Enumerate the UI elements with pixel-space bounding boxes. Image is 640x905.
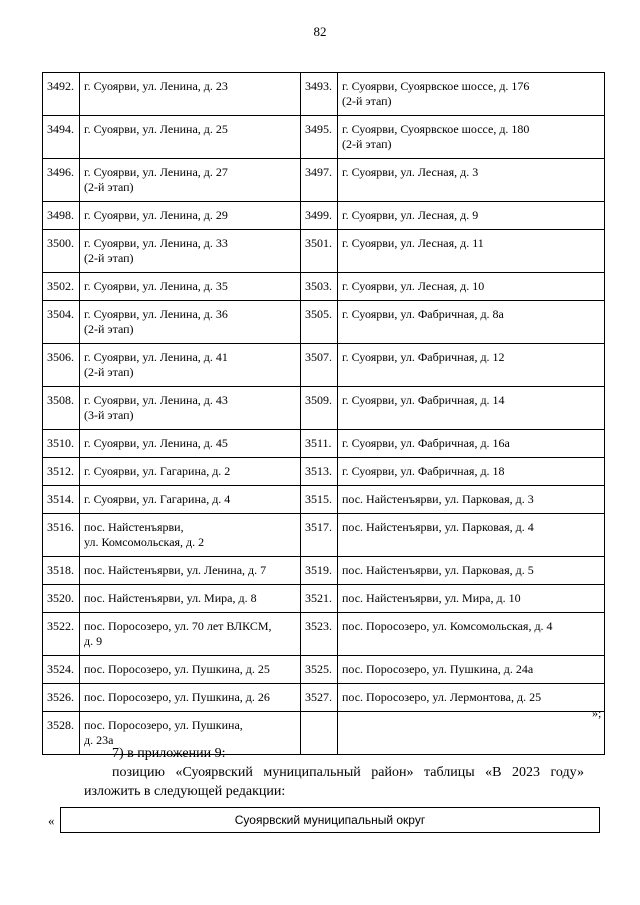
table-row <box>43 202 605 230</box>
entry-address: пос. Поросозеро, ул. Пушкина, д. 24а <box>338 656 605 684</box>
address-table <box>42 72 605 755</box>
entry-address: пос. Поросозеро, ул. Лермонтова, д. 25 <box>338 684 605 712</box>
entry-number: 3513. <box>301 458 338 486</box>
entry-number: 3500. <box>43 230 80 273</box>
entry-address: г. Суоярви, ул. Фабричная, д. 14 <box>338 387 605 430</box>
entry-address: пос. Поросозеро, ул. 70 лет ВЛКСМ, д. 9 <box>80 613 301 656</box>
entry-address: пос. Найстенъярви, ул. Комсомольская, д. 2 <box>80 514 301 557</box>
heading-box-text: Суоярвский муниципальный округ <box>234 813 426 827</box>
entry-address: г. Суоярви, ул. Фабричная, д. 12 <box>338 344 605 387</box>
entry-number: 3524. <box>43 656 80 684</box>
entry-address <box>338 712 605 755</box>
entry-number: 3497. <box>301 159 338 202</box>
entry-address: пос. Найстенъярви, ул. Парковая, д. 5 <box>338 557 605 585</box>
entry-address: пос. Поросозеро, ул. Пушкина, д. 25 <box>80 656 301 684</box>
table-row <box>43 514 605 557</box>
entry-number: 3495. <box>301 116 338 159</box>
entry-number: 3512. <box>43 458 80 486</box>
entry-address: пос. Найстенъярви, ул. Парковая, д. 4 <box>338 514 605 557</box>
table-row <box>43 613 605 656</box>
entry-address: г. Суоярви, ул. Ленина, д. 29 <box>80 202 301 230</box>
table-row <box>43 430 605 458</box>
entry-address: пос. Поросозеро, ул. Пушкина, д. 26 <box>80 684 301 712</box>
entry-number: 3503. <box>301 273 338 301</box>
table-row <box>43 273 605 301</box>
table-row <box>43 230 605 273</box>
entry-address: г. Суоярви, ул. Гагарина, д. 4 <box>80 486 301 514</box>
table-row <box>43 486 605 514</box>
entry-number: 3515. <box>301 486 338 514</box>
entry-address: г. Суоярви, ул. Лесная, д. 3 <box>338 159 605 202</box>
entry-address: пос. Найстенъярви, ул. Ленина, д. 7 <box>80 557 301 585</box>
entry-number: 3522. <box>43 613 80 656</box>
entry-number: 3520. <box>43 585 80 613</box>
table-row <box>43 116 605 159</box>
entry-number: 3523. <box>301 613 338 656</box>
entry-number: 3514. <box>43 486 80 514</box>
entry-number: 3505. <box>301 301 338 344</box>
table-row <box>43 656 605 684</box>
entry-address: пос. Поросозеро, ул. Комсомольская, д. 4 <box>338 613 605 656</box>
page-number: 82 <box>313 24 327 39</box>
entry-address: г. Суоярви, ул. Ленина, д. 43 (3-й этап) <box>80 387 301 430</box>
entry-address: г. Суоярви, ул. Гагарина, д. 2 <box>80 458 301 486</box>
entry-number: 3501. <box>301 230 338 273</box>
entry-address: г. Суоярви, ул. Ленина, д. 45 <box>80 430 301 458</box>
entry-number: 3506. <box>43 344 80 387</box>
entry-address: г. Суоярви, ул. Ленина, д. 25 <box>80 116 301 159</box>
entry-address: г. Суоярви, ул. Лесная, д. 11 <box>338 230 605 273</box>
table-row <box>43 557 605 585</box>
paragraph-item-7: 7) в приложении 9: <box>112 746 226 761</box>
entry-address: г. Суоярви, ул. Ленина, д. 27 (2-й этап) <box>80 159 301 202</box>
entry-address: г. Суоярви, ул. Фабричная, д. 16а <box>338 430 605 458</box>
entry-number: 3521. <box>301 585 338 613</box>
table-row <box>43 159 605 202</box>
entry-number: 3496. <box>43 159 80 202</box>
entry-address: г. Суоярви, ул. Ленина, д. 36 (2-й этап) <box>80 301 301 344</box>
entry-number: 3516. <box>43 514 80 557</box>
entry-number: 3526. <box>43 684 80 712</box>
entry-number: 3504. <box>43 301 80 344</box>
entry-number: 3502. <box>43 273 80 301</box>
entry-address: пос. Найстенъярви, ул. Мира, д. 10 <box>338 585 605 613</box>
entry-address: пос. Найстенъярви, ул. Мира, д. 8 <box>80 585 301 613</box>
entry-number: 3527. <box>301 684 338 712</box>
entry-number: 3498. <box>43 202 80 230</box>
entry-address: г. Суоярви, ул. Фабричная, д. 18 <box>338 458 605 486</box>
entry-address: г. Суоярви, ул. Ленина, д. 41 (2-й этап) <box>80 344 301 387</box>
entry-number: 3499. <box>301 202 338 230</box>
entry-number: 3508. <box>43 387 80 430</box>
table-row <box>43 458 605 486</box>
open-quote: « <box>48 813 55 828</box>
table-row <box>43 301 605 344</box>
table-row <box>43 73 605 116</box>
entry-number: 3492. <box>43 73 80 116</box>
entry-address: г. Суоярви, ул. Ленина, д. 33 (2-й этап) <box>80 230 301 273</box>
paragraph-instruction: позицию «Суоярвский муниципальный район» таблицы «В 2023 году» изложить в следующей редакции: <box>84 765 584 799</box>
entry-number: 3493. <box>301 73 338 116</box>
entry-address: пос. Найстенъярви, ул. Парковая, д. 3 <box>338 486 605 514</box>
entry-number: 3509. <box>301 387 338 430</box>
entry-number <box>301 712 338 755</box>
entry-address: г. Суоярви, Суоярвское шоссе, д. 180 (2-й этап) <box>338 116 605 159</box>
entry-number: 3507. <box>301 344 338 387</box>
table-row <box>43 344 605 387</box>
table-row <box>43 684 605 712</box>
entry-number: 3525. <box>301 656 338 684</box>
entry-address: г. Суоярви, ул. Фабричная, д. 8а <box>338 301 605 344</box>
entry-number: 3511. <box>301 430 338 458</box>
table-row <box>43 585 605 613</box>
entry-number: 3517. <box>301 514 338 557</box>
heading-box <box>60 807 600 833</box>
table-row <box>43 387 605 430</box>
entry-number: 3494. <box>43 116 80 159</box>
entry-address: г. Суоярви, Суоярвское шоссе, д. 176 (2-й этап) <box>338 73 605 116</box>
entry-address: г. Суоярви, ул. Ленина, д. 35 <box>80 273 301 301</box>
entry-address: пос. Поросозеро, ул. Пушкина, д. 23а <box>80 712 301 755</box>
entry-number: 3510. <box>43 430 80 458</box>
entry-address: г. Суоярви, ул. Лесная, д. 10 <box>338 273 605 301</box>
entry-address: г. Суоярви, ул. Ленина, д. 23 <box>80 73 301 116</box>
entry-number: 3528. <box>43 712 80 755</box>
entry-address: г. Суоярви, ул. Лесная, д. 9 <box>338 202 605 230</box>
entry-number: 3518. <box>43 557 80 585</box>
table-close-mark: »; <box>592 706 602 720</box>
entry-number: 3519. <box>301 557 338 585</box>
